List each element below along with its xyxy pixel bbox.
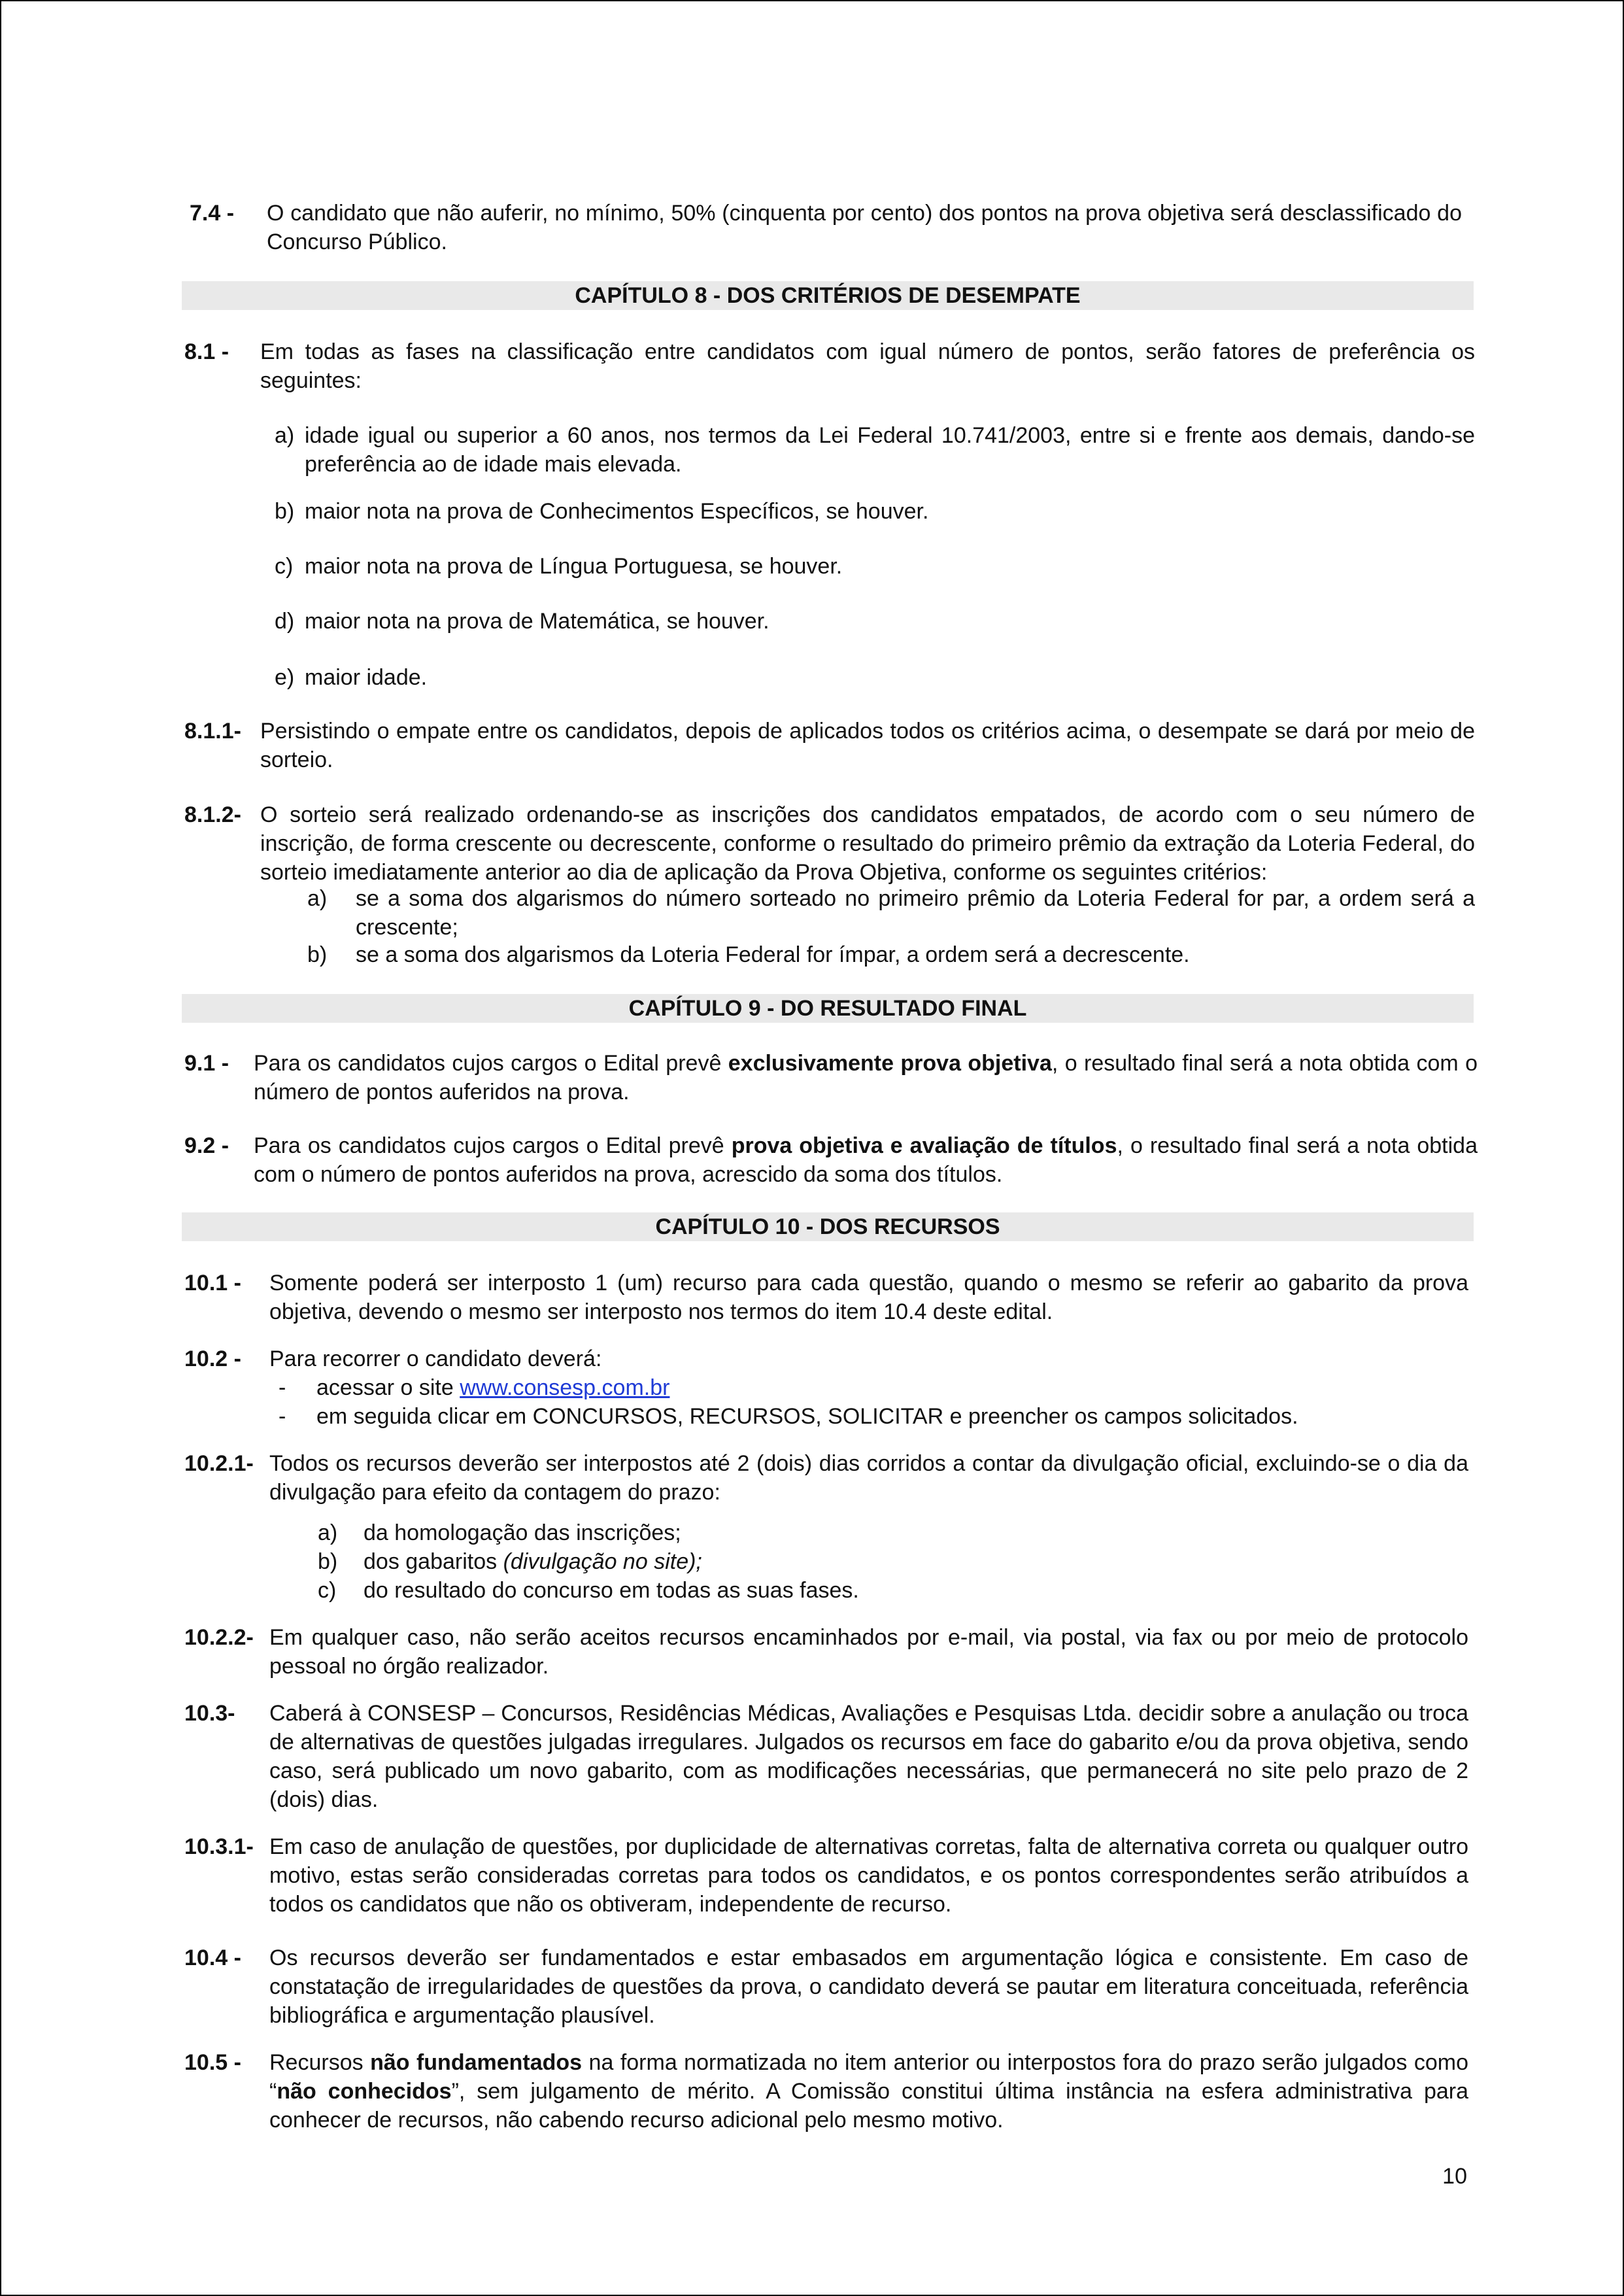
list-item: do resultado do concurso em todas as suas fases.	[364, 1578, 859, 1603]
section-text: O candidato que não auferir, no mínimo, 50% (cinquenta por cento) dos pontos na prova objetiva será desclassificado do Concurso Público.	[267, 201, 1462, 254]
section-text: Caberá à CONSESP – Concursos, Residências Médicas, Avaliações e Pesquisas Ltda. decidir sobre a anulação ou troca de alternativas de questões julgadas irregulares. Julgados os recursos em face do gabarito e/ou da prova objetiva, sendo caso, será publicado um novo gabarito, com as modificações necessárias, que permanecerá no site pelo prazo de 2 (dois) dias.	[269, 1701, 1468, 1812]
list-item: acessar o site www.consesp.com.br	[316, 1375, 670, 1400]
list-label: d)	[275, 609, 295, 634]
list-item: maior nota na prova de Língua Portuguesa, se houver.	[305, 554, 843, 579]
section-text: O sorteio será realizado ordenando-se as inscrições dos candidatos empatados, de acordo com o seu número de inscrição, de forma crescente ou decrescente, conforme o resultado do primeiro prêmio da extração da Loteria Federal, do sorteio imediatamente anterior ao dia de aplicação da Prova Objetiva, conforme os seguintes critérios:	[260, 802, 1475, 885]
list-label: c)	[275, 554, 294, 579]
page-number: 10	[1442, 2164, 1467, 2189]
chapter-heading: CAPÍTULO 10 - DOS RECURSOS	[182, 1212, 1474, 1241]
consesp-link[interactable]: www.consesp.com.br	[460, 1375, 670, 1400]
section-number: 10.1 -	[184, 1271, 241, 1295]
list-item: em seguida clicar em CONCURSOS, RECURSOS, SOLICITAR e preencher os campos solicitados.	[316, 1404, 1298, 1429]
list-item: se a soma dos algarismos do número sorteado no primeiro prêmio da Loteria Federal for par, a ordem será a crescente;	[356, 886, 1475, 940]
list-item: maior idade.	[305, 665, 428, 690]
list-dash: -	[279, 1375, 286, 1400]
section-text: Somente poderá ser interposto 1 (um) recurso para cada questão, quando o mesmo se referir ao gabarito da prova objetiva, devendo o mesmo ser interposto nos termos do item 10.4 deste edital.	[269, 1271, 1468, 1324]
section-number: 7.4 -	[190, 201, 235, 226]
section-number: 10.5 -	[184, 2050, 241, 2075]
section-text: Em caso de anulação de questões, por duplicidade de alternativas corretas, falta de alternativa correta ou qualquer outro motivo, estas serão consideradas corretas para todos os candidatos, e os pontos correspondentes serão atribuídos a todos os candidatos que não os obtiveram, independente de recurso.	[269, 1834, 1468, 1917]
section-number: 9.2 -	[184, 1133, 229, 1158]
list-label: b)	[275, 499, 295, 524]
list-label: e)	[275, 665, 295, 690]
list-dash: -	[279, 1404, 286, 1429]
list-label: b)	[307, 942, 328, 967]
section-text: Todos os recursos deverão ser interpostos até 2 (dois) dias corridos a contar da divulgação oficial, excluindo-se o dia da divulgação para efeito da contagem do prazo:	[269, 1451, 1468, 1505]
section-text: Para recorrer o candidato deverá:	[269, 1346, 602, 1371]
section-number: 10.2 -	[184, 1346, 241, 1371]
list-label: b)	[318, 1549, 338, 1574]
list-label: a)	[307, 886, 328, 911]
section-text: Recursos não fundamentados na forma normatizada no item anterior ou interpostos fora do prazo serão julgados como “não conhecidos”, sem julgamento de mérito. A Comissão constitui última instância na esfera administrativa para conhecer de recursos, não cabendo recurso adicional pelo mesmo motivo.	[269, 2050, 1468, 2133]
section-number: 8.1.1-	[184, 719, 241, 744]
section-number: 10.3-	[184, 1701, 235, 1726]
section-number: 8.1.2-	[184, 802, 241, 827]
chapter-heading: CAPÍTULO 8 - DOS CRITÉRIOS DE DESEMPATE	[182, 281, 1474, 310]
list-label: a)	[275, 423, 295, 448]
list-item: idade igual ou superior a 60 anos, nos termos da Lei Federal 10.741/2003, entre si e frente aos demais, dando-se preferência ao de idade mais elevada.	[305, 423, 1475, 477]
section-text: Para os candidatos cujos cargos o Edital prevê exclusivamente prova objetiva, o resultado final será a nota obtida com o número de pontos auferidos na prova.	[254, 1051, 1478, 1105]
section-text: Em qualquer caso, não serão aceitos recursos encaminhados por e-mail, via postal, via fax ou por meio de protocolo pessoal no órgão realizador.	[269, 1625, 1468, 1679]
list-item: maior nota na prova de Conhecimentos Específicos, se houver.	[305, 499, 929, 524]
section-text: Persistindo o empate entre os candidatos, depois de aplicados todos os critérios acima, o desempate se dará por meio de sorteio.	[260, 719, 1475, 772]
list-label: a)	[318, 1520, 338, 1545]
list-item: se a soma dos algarismos da Loteria Federal for ímpar, a ordem será a decrescente.	[356, 942, 1190, 967]
section-text: Para os candidatos cujos cargos o Edital prevê prova objetiva e avaliação de títulos, o resultado final será a nota obtida com o número de pontos auferidos na prova, acrescido da soma dos títulos.	[254, 1133, 1478, 1187]
section-text: Em todas as fases na classificação entre candidatos com igual número de pontos, serão fatores de preferência os seguintes:	[260, 339, 1475, 393]
list-item: maior nota na prova de Matemática, se houver.	[305, 609, 770, 634]
list-label: c)	[318, 1578, 337, 1603]
section-number: 9.1 -	[184, 1051, 229, 1076]
section-number: 10.3.1-	[184, 1834, 254, 1859]
section-text: Os recursos deverão ser fundamentados e estar embasados em argumentação lógica e consistente. Em caso de constatação de irregularidades de questões da prova, o candidato deverá se pautar em literatura conceituada, referência bibliográfica e argumentação plausível.	[269, 1945, 1468, 2028]
list-item: da homologação das inscrições;	[364, 1520, 681, 1545]
section-number: 8.1 -	[184, 339, 229, 364]
chapter-heading: CAPÍTULO 9 - DO RESULTADO FINAL	[182, 994, 1474, 1023]
section-number: 10.4 -	[184, 1945, 241, 1970]
list-item: dos gabaritos (divulgação no site);	[364, 1549, 702, 1574]
section-number: 10.2.1-	[184, 1451, 254, 1476]
section-number: 10.2.2-	[184, 1625, 254, 1650]
